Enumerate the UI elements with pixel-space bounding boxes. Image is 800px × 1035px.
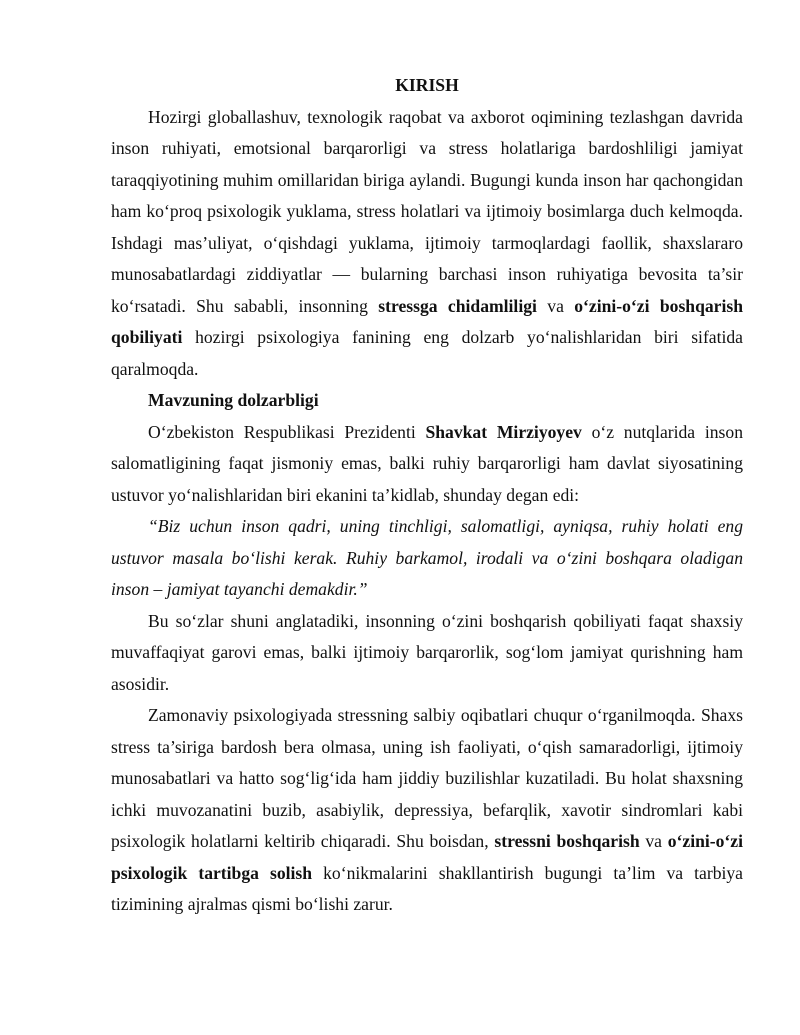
psychology-text-1: Zamonaviy psixologiyada stressning salbiy oqibatlari chuqur o‘rganilmoqda. Shaxs stress ta’siriga bardosh bera olmasa, uning ish faoliyati, o‘qish samaradorligi, ijtimoiy munosabatlari va hatto sog‘lig‘ida ham jiddiy buzilishlar kuzatiladi. Bu holat shaxsning ichki muvozanatini buzib, asabiylik, depressiya, befarqlik, xavotir sindromlari kabi psixologik holatlarni keltirib chiqaradi. Shu boisdan,: [111, 705, 743, 851]
meaning-paragraph: Bu so‘zlar shuni anglatadiki, insonning o‘zini boshqarish qobiliyati faqat shaxsiy muvaffaqiyat garovi emas, balki ijtimoiy barqarorlik, sog‘lom jamiyat qurishning ham asosidir.: [111, 610, 743, 694]
president-paragraph: [111, 417, 743, 512]
section-heading: Mavzuning dolzarbligi: [148, 390, 319, 410]
psychology-text-3: ko‘nikmalarini shakllantirish bugungi ta’lim va tarbiya tizimining ajralmas qismi bo‘lishi zarur.: [111, 862, 743, 914]
psychology-bold-1: stressni boshqarish: [494, 831, 640, 851]
president-name: Shavkat Mirziyoyev: [425, 421, 582, 442]
psychology-bold-2: o‘zini-o‘zi psixologik tartibga solish: [111, 831, 743, 883]
quote-paragraph: “Biz uchun inson qadri, uning tinchligi, salomatligi, ayniqsa, ruhiy holati eng ustuvor masala bo‘lishi kerak. Ruhiy barkamol, irodali va o‘zini boshqara oladigan inson – jamiyat tayanchi demakdir.”: [111, 516, 743, 599]
intro-text-2: va: [536, 295, 575, 316]
intro-paragraph: [111, 102, 743, 386]
president-text-2: o‘z nutqlarida inson salomatligining faqat jismoniy emas, balki ruhiy barqarorligi ham davlat siyosatining ustuvor yo‘nalishlaridan biri ekanini ta’kidlab, shunday degan edi:: [111, 421, 743, 505]
intro-text-1: Hozirgi globallashuv, texnologik raqobat va axborot oqimining tezlashgan davrida inson ruhiyati, emotsional barqarorligi va stress holatlariga bardoshliligi jamiyat taraqqiyotining muhim omillaridan biriga aylandi. Bugungi kunda inson har qachongidan ham ko‘proq psixologik yuklama, stress holatlari va ijtimoiy bosimlarga duch kelmoqda. Ishdagi mas’uliyat, o‘qishdagi yuklama, ijtimoiy tarmoqlardagi faollik, shaxslararo munosabatlardagi ziddiyatlar — bularning barchasi inson ruhiyatiga bevosita ta’sir ko‘rsatadi. Shu sababli, insonning: [111, 106, 743, 316]
psychology-text-2: va: [639, 831, 668, 851]
intro-bold-1: stressga chidamliligi: [378, 295, 537, 316]
document-title: KIRISH: [395, 75, 459, 95]
intro-bold-2: o‘zini-o‘zi boshqarish qobiliyati: [111, 295, 743, 347]
document-page: [111, 70, 743, 921]
psychology-paragraph: [111, 700, 743, 921]
president-text-1: O‘zbekiston Respublikasi Prezidenti: [148, 421, 426, 442]
intro-text-3: hozirgi psixologiya fanining eng dolzarb yo‘nalishlaridan biri sifatida qaralmoqda.: [111, 327, 743, 379]
